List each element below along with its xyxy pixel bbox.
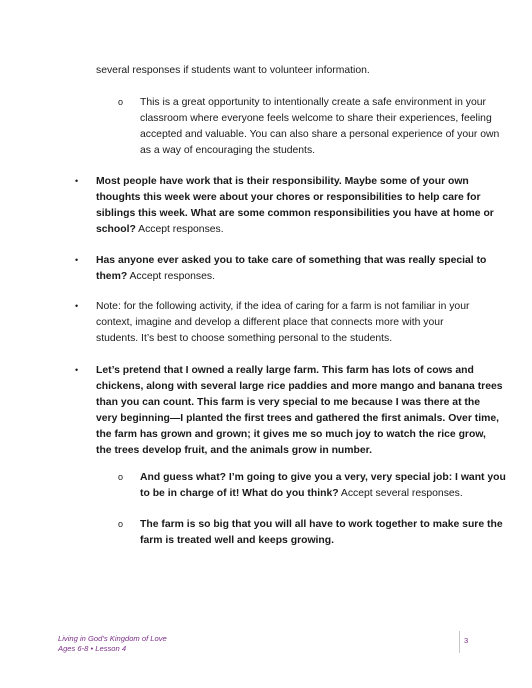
bullet1-line-4 (96, 220, 224, 239)
sub2-line2-plain: Accept several responses. (338, 488, 463, 499)
sub1-line-4: as a way of encouraging the students. (140, 145, 316, 156)
bullet3-line-1: Note: for the following activity, if the idea of caring for a farm is not familiar in your (96, 301, 470, 312)
bullet2-line-2 (96, 267, 215, 286)
bullet-dot: • (75, 255, 79, 265)
sub1-line-2: classroom where everyone feels welcome to share their experiences, feeling (140, 113, 492, 124)
bullet-dot: • (75, 365, 79, 375)
sub1-line-1: This is a great opportunity to intentionally create a safe environment in your (140, 97, 486, 108)
bullet1-line-1: Most people have work that is their responsibility. Maybe some of your own (96, 176, 469, 187)
bullet4-line-3: than you can count. This farm is very special to me because I was there at the (96, 397, 481, 408)
sub2-line2-bold: to be in charge of it! What do you think? (140, 488, 339, 499)
sub2-line-1: And guess what? I’m going to give you a very, very special job: I want you (140, 472, 506, 483)
bullet4-line-5: the farm has grown and grown; it gives me so much joy to watch the rice grow, (96, 429, 486, 440)
bullet2-last-plain: Accept responses. (127, 271, 215, 282)
bullet-dot: • (75, 301, 79, 311)
bullet4-line-2: chickens, along with several large rice paddies and more mango and banana trees (96, 381, 503, 392)
bullet4-line-6: the trees develop fruit, and the animals grow in number. (96, 445, 372, 456)
bullet1-last-plain: Accept responses. (135, 224, 224, 235)
circle-bullet: o (118, 97, 124, 107)
bullet2-last-bold: them? (96, 271, 128, 282)
footer-divider (459, 631, 460, 653)
circle-bullet: o (118, 472, 124, 482)
bullet3-line-2: context, imagine and develop a different place that connects more with your (96, 317, 444, 328)
bullet1-line-2: thoughts this week were about your chores or responsibilities to help care for (96, 192, 481, 203)
bullet4-line-4: very beginning—I planted the first trees and gathered the first animals. Over time, (96, 413, 500, 424)
sub2-line-2 (140, 484, 463, 503)
sub3-line-2: farm is treated well and keeps growing. (140, 535, 335, 546)
bullet2-line-1: Has anyone ever asked you to take care of something that was really special to (96, 255, 487, 266)
sub3-line-1: The farm is so big that you will all have to work together to make sure the (140, 519, 503, 530)
bullet1-line-3: siblings this week. What are some common responsibilities you have at home or (96, 208, 494, 219)
page-number: 3 (464, 636, 469, 645)
circle-bullet: o (118, 519, 124, 529)
bullet-dot: • (75, 176, 79, 186)
bullet4-line-1: Let’s pretend that I owned a really large farm. This farm has lots of cows and (96, 365, 474, 376)
bullet1-last-bold: school? (96, 224, 136, 235)
bullet3-line-3: students. It’s best to choose something personal to the students. (96, 333, 393, 344)
footer-subtitle: Ages 6-8 • Lesson 4 (58, 644, 127, 653)
sub1-line-3: accepted and valuable. You can also share a personal experience of your own (140, 129, 500, 140)
intro-line: several responses if students want to volunteer information. (96, 65, 370, 76)
footer-title: Living in God’s Kingdom of Love (58, 634, 167, 643)
